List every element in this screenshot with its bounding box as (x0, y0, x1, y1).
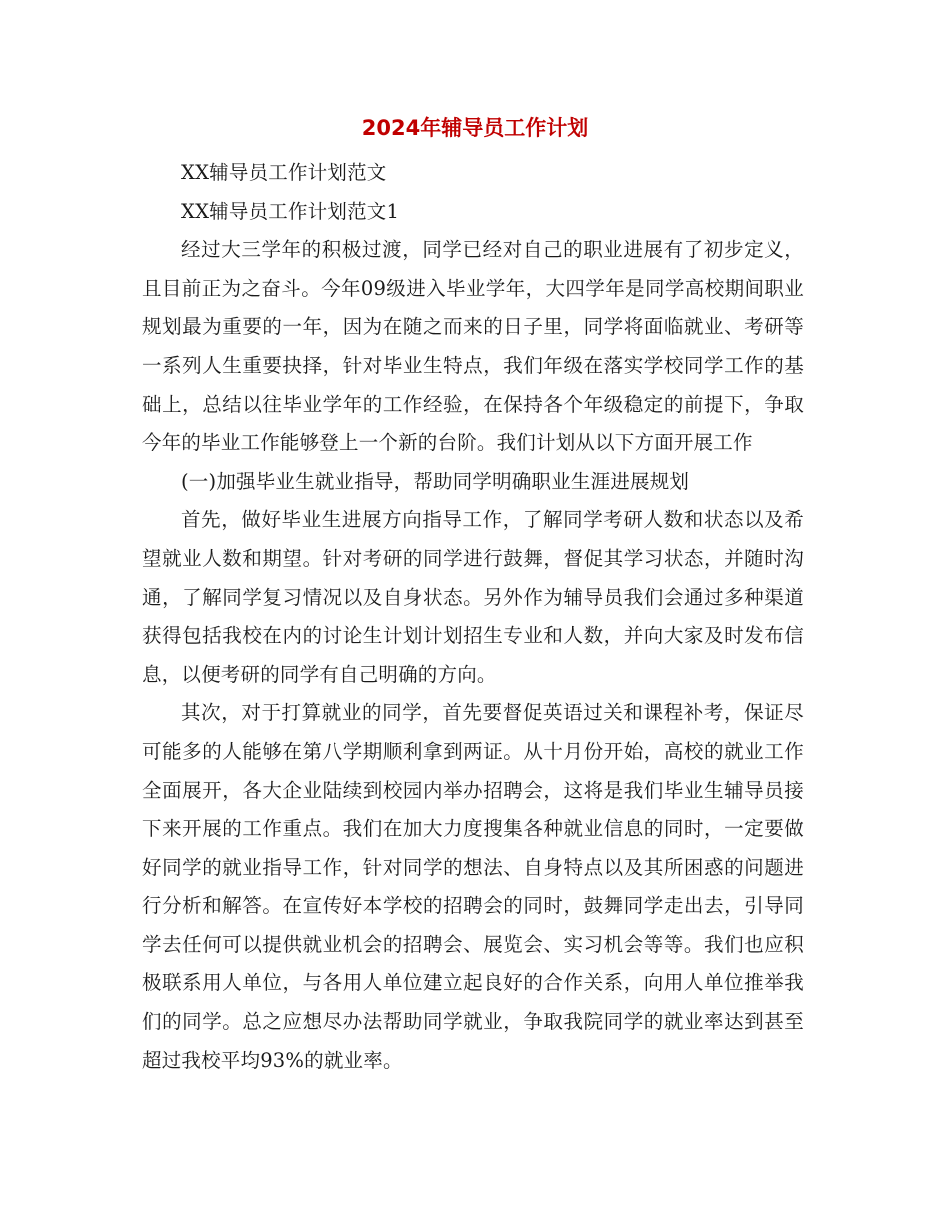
paragraph-second-point: 其次，对于打算就业的同学，首先要督促英语过关和课程补考，保证尽可能多的人能够在第八学期顺利拿到两证。从十月份开始，高校的就业工作全面展开，各大企业陆续到校园内举办招聘会，这将是我们毕业生辅导员接下来开展的工作重点。我们在加大力度搜集各种就业信息的同时，一定要做好同学的就业指导工作，针对同学的想法、自身特点以及其所困惑的问题进行分析和解答。在宣传好本学校的招聘会的同时，鼓舞同学走出去，引导同学去任何可以提供就业机会的招聘会、展览会、实习机会等等。我们也应积极联系用人单位，与各用人单位建立起良好的合作关系，向用人单位推举我们的同学。总之应想尽办法帮助同学就业，争取我院同学的就业率达到甚至超过我校平均93%的就业率。 (142, 701, 804, 1072)
document-body (142, 154, 804, 1080)
document-title: 2024年辅导员工作计划 (361, 116, 589, 140)
paragraph-section-heading: (一)加强毕业生就业指导，帮助同学明确职业生涯进展规划 (181, 469, 690, 493)
paragraph-first-point: 首先，做好毕业生进展方向指导工作，了解同学考研人数和状态以及希望就业人数和期望。针对考研的同学进行鼓舞，督促其学习状态，并随时沟通，了解同学复习情况以及自身状态。另外作为辅导员我们会通过多种渠道获得包括我校在内的讨论生计划计划招生专业和人数，并向大家及时发布信息，以便考研的同学有自己明确的方向。 (142, 508, 804, 686)
paragraph-subtitle: XX辅导员工作计划范文 (181, 161, 387, 184)
paragraph-subtitle-numbered: XX辅导员工作计划范文1 (181, 199, 400, 223)
paragraph-intro: 经过大三学年的积极过渡，同学已经对自己的职业进展有了初步定义，且目前正为之奋斗。今年09级进入毕业学年，大四学年是同学高校期间职业规划最为重要的一年，因为在随之而来的日子里，同学将面临就业、考研等一系列人生重要抉择，针对毕业生特点，我们年级在落实学校同学工作的基础上，总结以往毕业学年的工作经验，在保持各个年级稳定的前提下，争取今年的毕业工作能够登上一个新的台阶。我们计划从以下方面开展工作 (142, 238, 804, 455)
